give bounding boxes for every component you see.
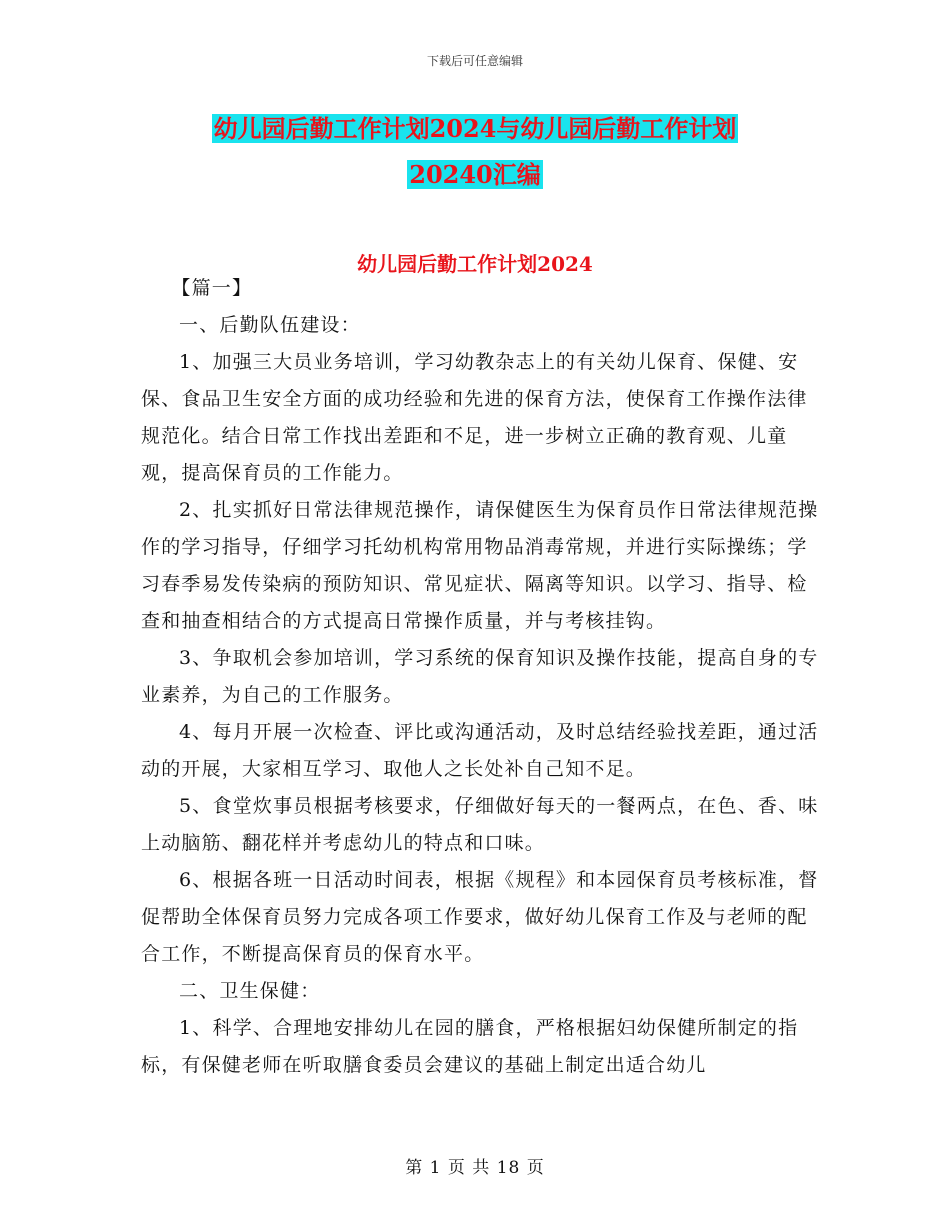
section-title: 幼儿园后勤工作计划2024: [357, 252, 593, 276]
part-label: 【篇一】: [171, 277, 253, 299]
document-title-line-1: 幼儿园后勤工作计划2024与幼儿园后勤工作计划: [213, 114, 737, 143]
paragraph: 5、食堂炊事员根据考核要求，仔细做好每天的一餐两点，在色、香、味上动脑筋、翻花样并考虑幼儿的特点和口味。: [141, 795, 819, 854]
page-footer: 第 1 页 共 18 页: [405, 1158, 545, 1178]
document-body: [141, 270, 821, 1084]
paragraph: 1、加强三大员业务培训，学习幼教杂志上的有关幼儿保育、保健、安保、食品卫生安全方面的成功经验和先进的保育方法，使保育工作操作法律规范化。结合日常工作找出差距和不足，进一步树立正确的教育观、儿童观，提高保育员的工作能力。: [141, 351, 808, 484]
paragraph: 6、根据各班一日活动时间表，根据《规程》和本园保育员考核标准，督促帮助全体保育员努力完成各项工作要求，做好幼儿保育工作及与老师的配合工作，不断提高保育员的保育水平。: [141, 869, 819, 965]
document-title: [0, 106, 950, 198]
paragraph: 1、科学、合理地安排幼儿在园的膳食，严格根据妇幼保健所制定的指标，有保健老师在听取膳食委员会建议的基础上制定出适合幼儿: [141, 1017, 799, 1076]
heading-logistics-team: 一、后勤队伍建设：: [179, 314, 361, 336]
header-note: 下载后可任意编辑: [426, 54, 523, 68]
document-title-line-2: 20240汇编: [409, 160, 541, 189]
heading-health-care: 二、卫生保健：: [179, 980, 321, 1002]
paragraph: 3、争取机会参加培训，学习系统的保育知识及操作技能，提高自身的专业素养，为自己的工作服务。: [141, 647, 819, 706]
paragraph: 4、每月开展一次检查、评比或沟通活动，及时总结经验找差距，通过活动的开展，大家相互学习、取他人之长处补自己知不足。: [141, 721, 819, 780]
paragraph: 2、扎实抓好日常法律规范操作，请保健医生为保育员作日常法律规范操作的学习指导，仔细学习托幼机构常用物品消毒常规，并进行实际操练；学习春季易发传染病的预防知识、常见症状、隔离等知识。以学习、指导、检查和抽查相结合的方式提高日常操作质量，并与考核挂钩。: [141, 499, 819, 632]
